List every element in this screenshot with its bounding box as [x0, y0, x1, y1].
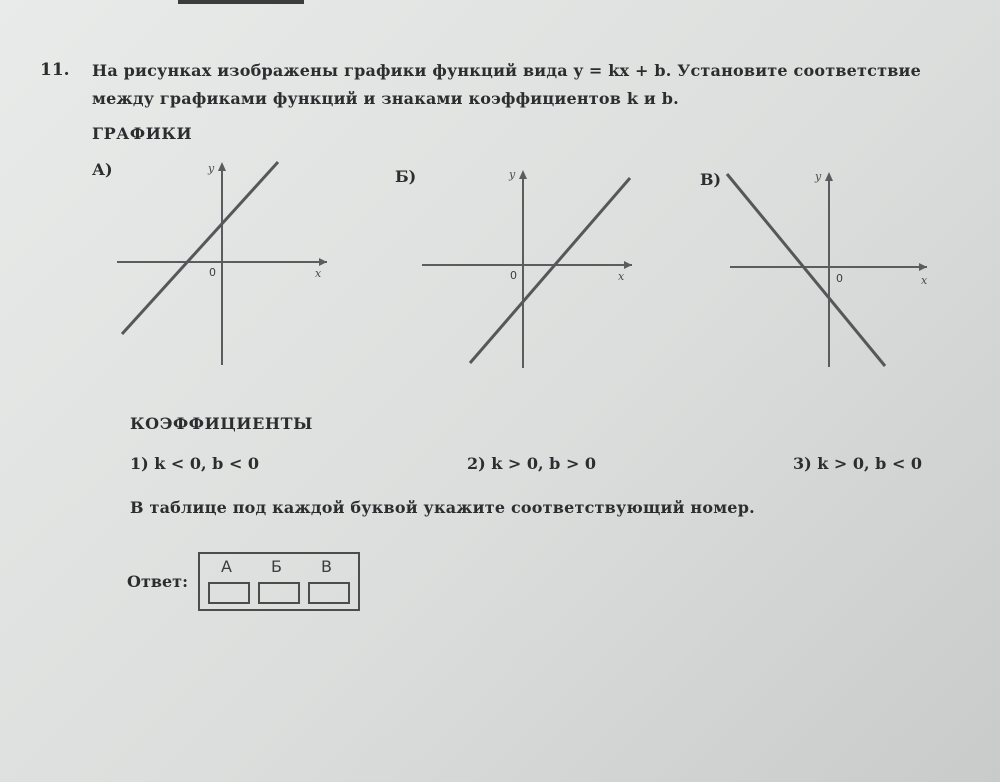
graph-b-line: [470, 178, 630, 363]
top-edge-bar: [178, 0, 304, 4]
graph-v-y-arrow-icon: [825, 172, 833, 181]
graph-a-line: [122, 162, 278, 334]
graph-v-x-label: x: [921, 274, 928, 287]
graph-b-origin: 0: [510, 269, 517, 282]
task-text-line-1: На рисунках изображены графики функций вида y = kx + b. Установите соответствие: [92, 61, 921, 80]
graph-v-origin: 0: [836, 272, 843, 285]
graph-b-x-arrow-icon: [624, 261, 632, 269]
task-number: 11.: [40, 60, 70, 80]
graph-a: [110, 150, 340, 380]
graph-a-label: А): [92, 160, 113, 179]
graph-a-x-arrow-icon: [319, 258, 327, 266]
instruction-text: В таблице под каждой буквой укажите соответствующий номер.: [130, 498, 755, 517]
coefficient-option-2: 2) k > 0, b > 0: [467, 454, 597, 473]
task-text-line-2: между графиками функций и знаками коэффициентов k и b.: [92, 89, 679, 108]
graph-v: [725, 160, 955, 390]
graph-b-label: Б): [395, 167, 417, 186]
answer-label: Ответ:: [127, 572, 188, 591]
graph-v-x-arrow-icon: [919, 263, 927, 271]
coefficient-option-1: 1) k < 0, b < 0: [130, 454, 260, 473]
answer-box-a[interactable]: [208, 582, 250, 604]
coefficients-heading: КОЭФФИЦИЕНТЫ: [130, 414, 313, 433]
graph-a-y-arrow-icon: [218, 162, 226, 171]
graph-a-origin: 0: [209, 266, 216, 279]
graph-b-x-label: x: [618, 270, 625, 283]
graph-b-y-arrow-icon: [519, 170, 527, 179]
answer-box-b[interactable]: [258, 582, 300, 604]
answer-letter-a: А: [221, 557, 232, 576]
graph-a-x-label: x: [315, 267, 322, 280]
graph-b: [415, 158, 645, 388]
answer-table: [198, 552, 360, 611]
answer-letter-v: В: [321, 557, 332, 576]
answer-box-v[interactable]: [308, 582, 350, 604]
answer-letter-b: Б: [271, 557, 282, 576]
graph-v-label: В): [700, 170, 722, 189]
graph-a-y-label: y: [208, 162, 215, 175]
graphs-heading: ГРАФИКИ: [92, 124, 193, 143]
graph-v-y-label: y: [815, 170, 822, 183]
graph-b-y-label: y: [509, 168, 516, 181]
graph-v-line: [727, 174, 885, 366]
coefficient-option-3: 3) k > 0, b < 0: [793, 454, 923, 473]
